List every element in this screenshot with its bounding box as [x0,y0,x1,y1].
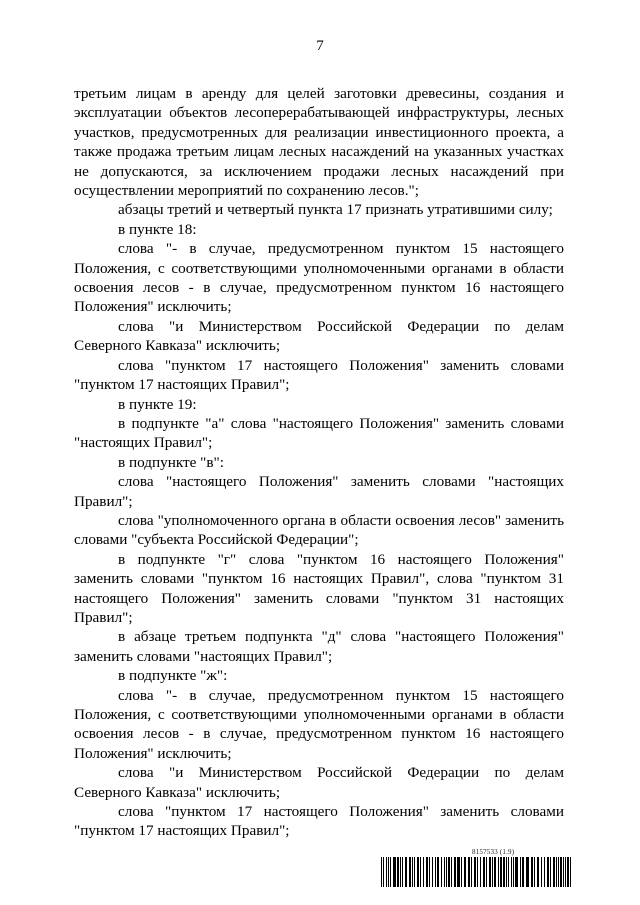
barcode-bar [420,857,421,887]
barcode-bar [547,857,549,887]
barcode-bar [441,857,442,887]
barcode-bar [414,857,415,887]
barcode-bar [498,857,499,887]
barcode-bar [471,857,472,887]
barcode-bar [397,857,399,887]
barcode-bar [464,857,466,887]
paragraph: слова "пунктом 17 настоящего Положения" заменить словами "пунктом 17 настоящих Правил"; [74,803,564,840]
barcode-bar [446,857,447,887]
paragraph: слова "- в случае, предусмотренном пунктом 15 настоящего Положения, с соответствующими уполномоченными органами в области освоения лесов - в случае, предусмотренном пунктом 16 настоящего Положения" исключить; [74,686,564,762]
paragraph: третьим лицам в аренду для целей заготовки древесины, создания и эксплуатации объектов лесоперерабатывающей инфраструктуры, лесных участков, предусмотренных для реализации инвестиционного проекта, а также продажа третьим лицам лесных насаждений на указанных участках не допускаются, за исключением продажи лесных насаждений при осуществлении мероприятий по сохранению лесов."; [74,85,564,200]
barcode-bar [381,857,382,887]
barcode-bar [435,857,436,887]
paragraph: абзацы третий и четвертый пункта 17 признать утратившими силу; [118,201,553,219]
barcode-bar [405,857,407,887]
barcode-bar [567,857,569,887]
barcode-bar [429,857,430,887]
barcode-bar [457,857,460,887]
paragraph: в пункте 19: [118,395,197,413]
barcode-bar [515,857,518,887]
barcode-bar [444,857,445,887]
barcode-bar [432,857,433,887]
barcode-bar [553,857,555,887]
paragraph: в абзаце третьем подпункта "д" слова "настоящего Положения" заменить словами "настоящих Правил"; [74,628,564,665]
barcode-bar [400,857,401,887]
barcode-bar [477,857,478,887]
document-code: 8157533 (1.9) [472,848,515,856]
barcode-bar [526,857,529,887]
barcode-bar [412,857,413,887]
barcode-bar [483,857,485,887]
barcode-bar [506,857,507,887]
barcode-bar [558,857,559,887]
barcode-bar [474,857,476,887]
barcode-bar [417,857,419,887]
paragraph: слова "и Министерством Российской Федерации по делам Северного Кавказа" исключить; [74,764,564,801]
barcode-bar [388,857,389,887]
barcode-bar [531,857,533,887]
barcode-bar [522,857,524,887]
barcode-bar [390,857,391,887]
barcode-bar [437,857,439,887]
barcode-bar [537,857,539,887]
paragraph: слова "настоящего Положения" заменить словами "настоящих Правил"; [74,473,564,510]
barcode-bar [468,857,470,887]
paragraph: в подпункте "г" слова "пунктом 16 настоящего Положения" заменить словами "пунктом 16 настоящих Правил", слова "пунктом 31 настоящего Положения" заменить словами "пунктом 31 настоящих Правил"; [74,550,564,626]
barcode-bar [402,857,403,887]
barcode-bar [454,857,456,887]
paragraph: в пункте 18: [118,220,197,238]
barcode-bar [489,857,491,887]
barcode-bar [511,857,512,887]
barcode-bar [393,857,396,887]
paragraph: слова "и Министерством Российской Федерации по делам Северного Кавказа" исключить; [74,317,564,355]
barcode-bar [492,857,493,887]
barcode-bar [556,857,557,887]
barcode-bar [503,857,505,887]
barcode-bar [565,857,566,887]
barcode-bar [409,857,411,887]
barcode-bar [423,857,424,887]
barcode-bar [563,857,564,887]
barcode-bar [534,857,535,887]
barcode-bar [486,857,487,887]
barcode-bar [513,857,514,887]
barcode-bar [550,857,551,887]
paragraph: в подпункте "в": [118,453,224,471]
barcode-icon [381,857,571,887]
barcode-bar [451,857,452,887]
barcode-bar [386,857,387,887]
barcode-bar [544,857,545,887]
paragraph: в подпункте "ж": [118,667,228,685]
barcode-bar [426,857,428,887]
barcode-bar [494,857,496,887]
paragraph: слова "пунктом 17 настоящего Положения" заменить словами "пунктом 17 настоящих Правил"; [74,356,564,394]
barcode-bar [383,857,384,887]
barcode-bar [570,857,571,887]
barcode-bar [560,857,562,887]
barcode-bar [448,857,450,887]
paragraph: в подпункте "а" слова "настоящего Положения" заменить словами "настоящих Правил"; [74,414,564,452]
barcode-bar [500,857,502,887]
document-body [74,84,564,841]
barcode-bar [520,857,521,887]
barcode-bar [480,857,481,887]
barcode-bar [541,857,542,887]
paragraph: слова "уполномоченного органа в области освоения лесов" заменить словами "субъекта Российской Федерации"; [74,511,564,549]
page-number: 7 [316,38,324,54]
barcode-bar [461,857,462,887]
paragraph: слова "- в случае, предусмотренном пунктом 15 настоящего Положения, с соответствующими уполномоченными органами в области освоения лесов - в случае, предусмотренном пунктом 16 настоящего Положения" исключить; [74,240,564,316]
barcode-bar [508,857,509,887]
